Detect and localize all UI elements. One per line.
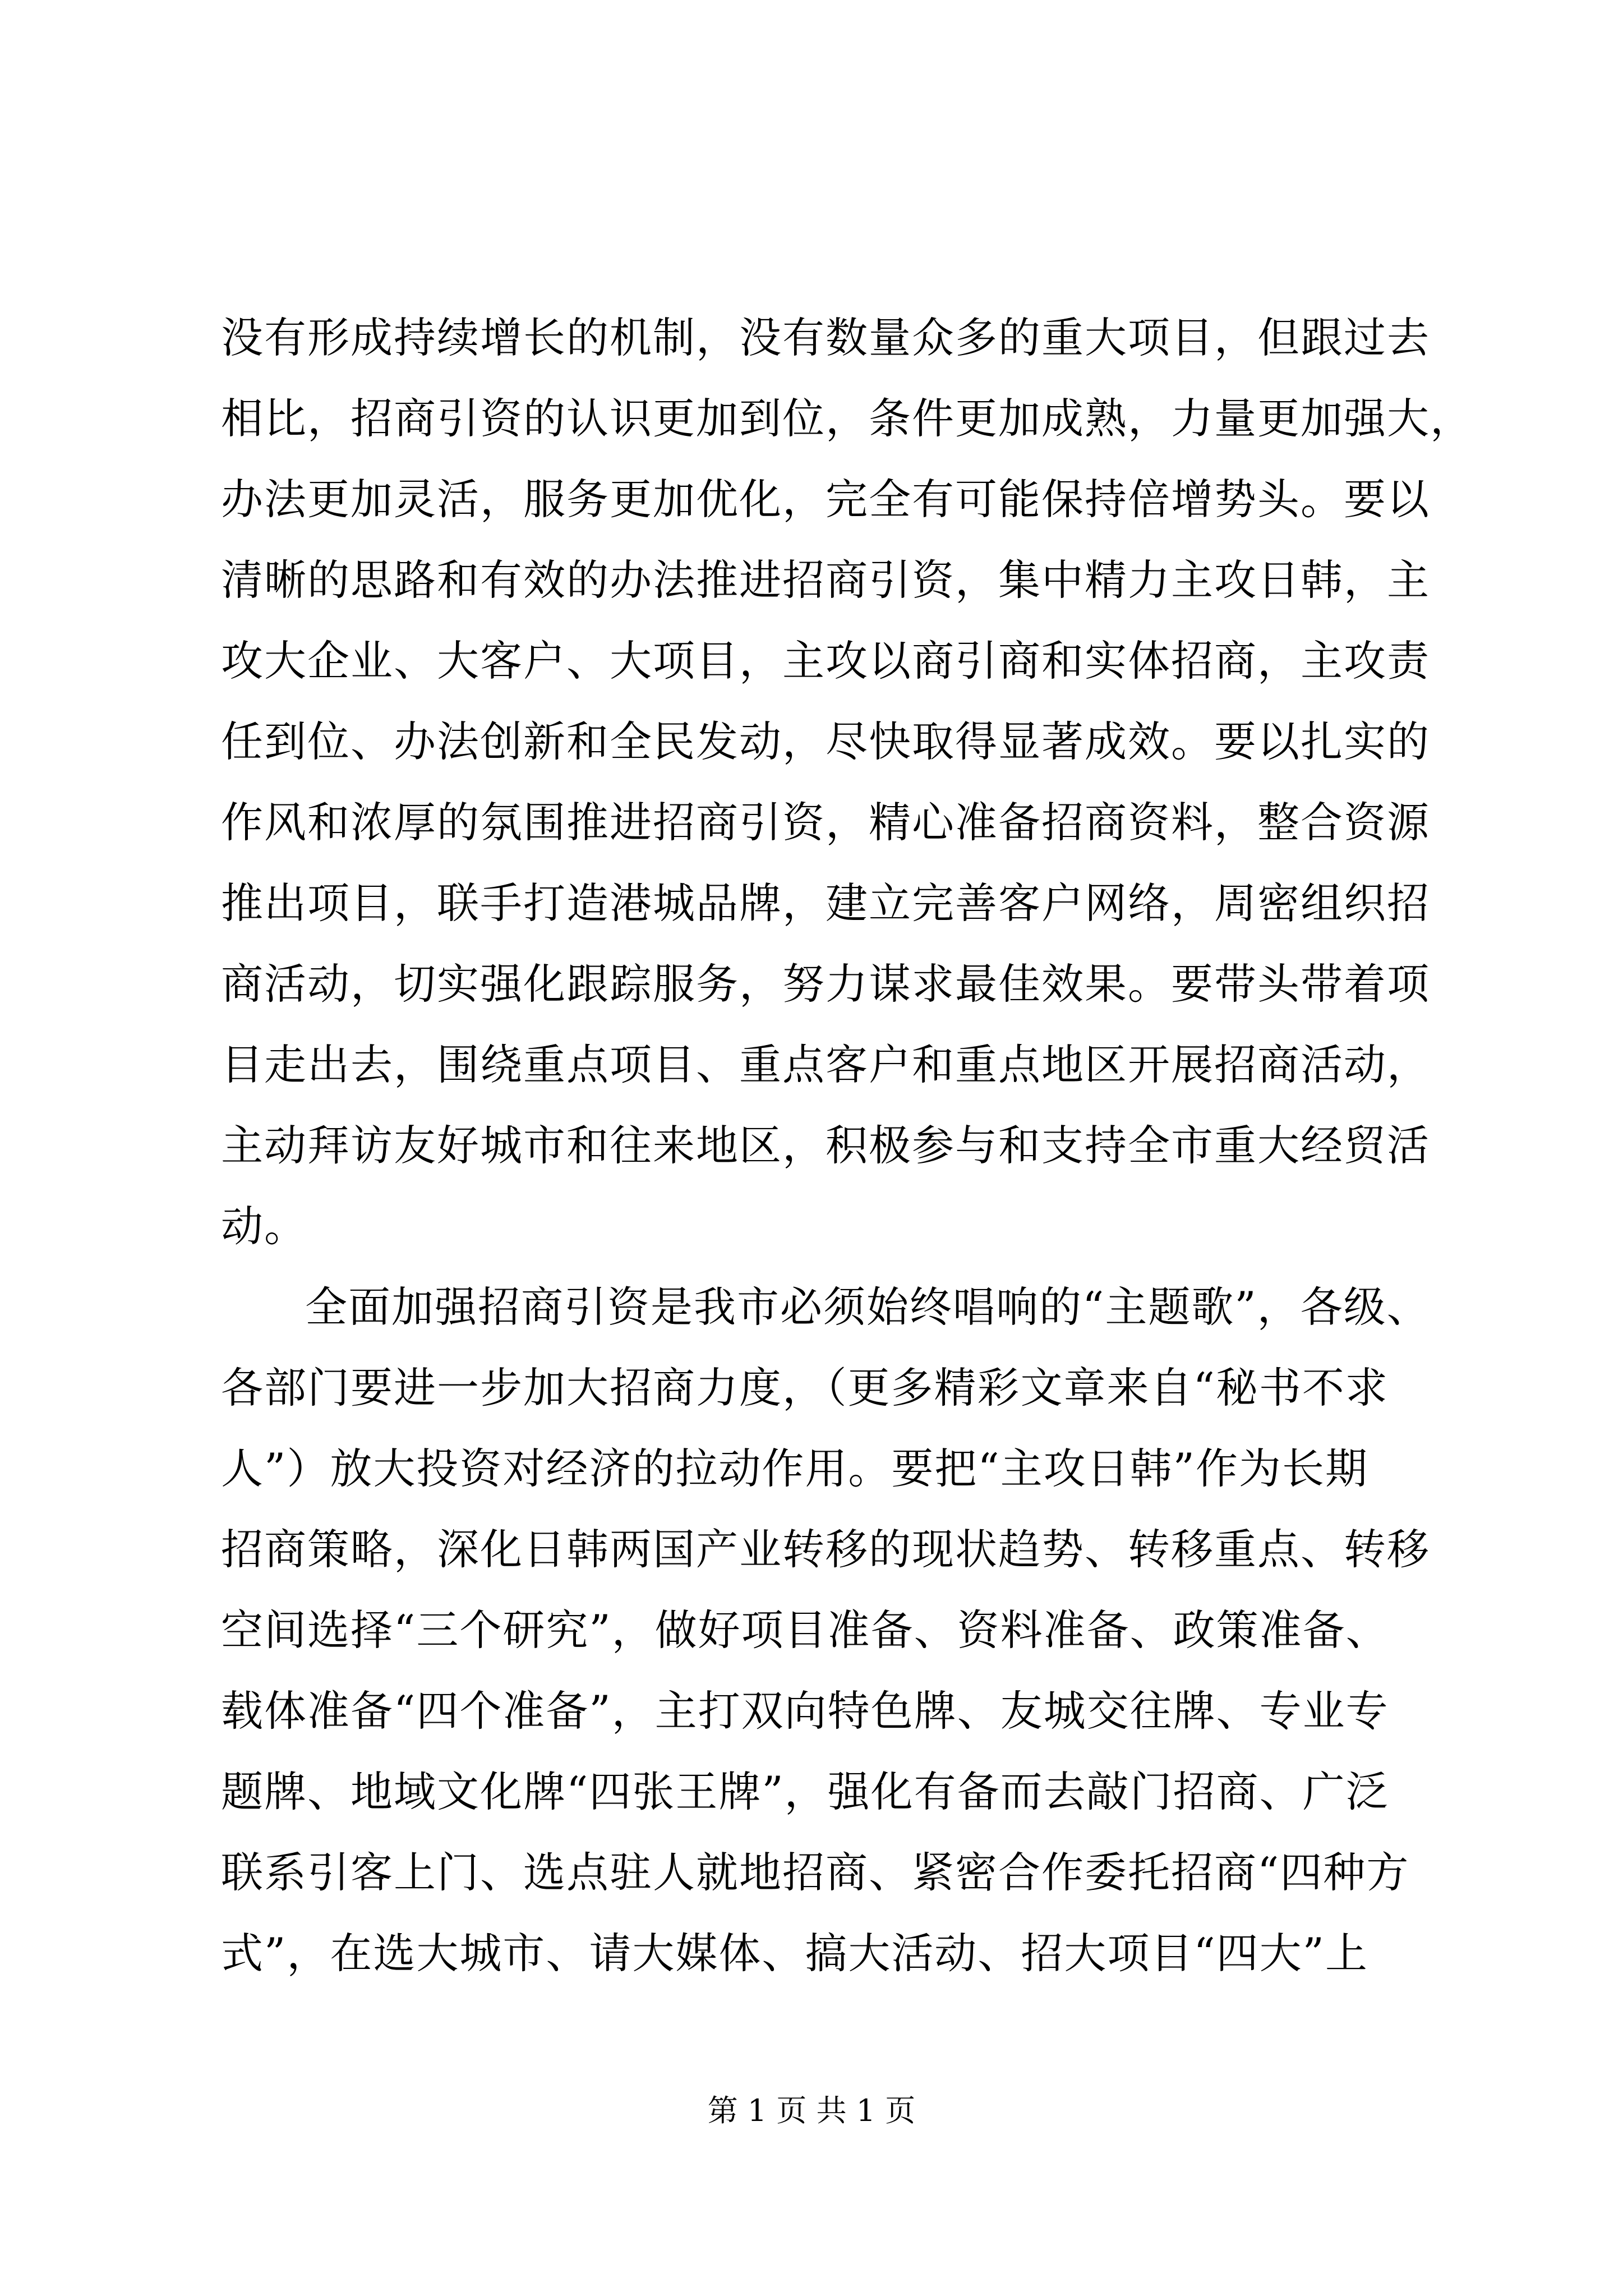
text-line: 作风和浓厚的氛围推进招商引资，精心准备招商资料，整合资源 [221,798,1431,847]
text-line: 式”，在选大城市、请大媒体、搞大活动、招大项目“四大”上 [221,1929,1369,1978]
paragraph-first-line: 全面加强招商引资是我市必须始终唱响的“主题歌”，各级、 [305,1282,1430,1332]
document-body [221,297,1474,1994]
text-line: 任到位、办法创新和全民发动，尽快取得显著成效。要以扎实的 [221,717,1431,766]
text-line: 各部门要进一步加大招商力度，（更多精彩文章来自“秘书不求 [221,1363,1389,1412]
text-line: 推出项目，联手打造港城品牌，建立完善客户网络，周密组织招 [221,878,1431,928]
text-line: 没有形成持续增长的机制，没有数量众多的重大项目，但跟过去 [221,313,1431,362]
text-line: 载体准备“四个准备”，主打双向特色牌、友城交往牌、专业专 [221,1686,1389,1736]
text-line: 目走出去，围绕重点项目、重点客户和重点地区开展招商活动， [221,1040,1431,1089]
text-line: 联系引客上门、选点驻人就地招商、紧密合作委托招商“四种方 [221,1848,1410,1897]
text-line: 空间选择“三个研究”，做好项目准备、资料准备、政策准备、 [221,1605,1389,1655]
text-line: 招商策略，深化日韩两国产业转移的现状趋势、转移重点、转移 [221,1525,1431,1574]
text-line: 人”）放大投资对经济的拉动作用。要把“主攻日韩”作为长期 [221,1444,1369,1493]
text-line: 动。 [221,1202,308,1251]
text-line: 题牌、地域文化牌“四张王牌”，强化有备而去敲门招商、广泛 [221,1767,1389,1816]
text-line: 清晰的思路和有效的办法推进招商引资，集中精力主攻日韩，主 [221,555,1431,605]
page-footer: 第 1 页 共 1 页 [707,2093,916,2128]
text-line: 相比，招商引资的认识更加到位，条件更加成熟，力量更加强大， [221,394,1474,443]
text-line: 办法更加灵活，服务更加优化，完全有可能保持倍增势头。要以 [221,475,1431,524]
text-line: 商活动，切实强化跟踪服务，努力谋求最佳效果。要带头带着项 [221,959,1431,1009]
text-line: 攻大企业、大客户、大项目，主攻以商引商和实体招商，主攻责 [221,636,1431,685]
text-line: 主动拜访友好城市和往来地区，积极参与和支持全市重大经贸活 [221,1121,1431,1170]
